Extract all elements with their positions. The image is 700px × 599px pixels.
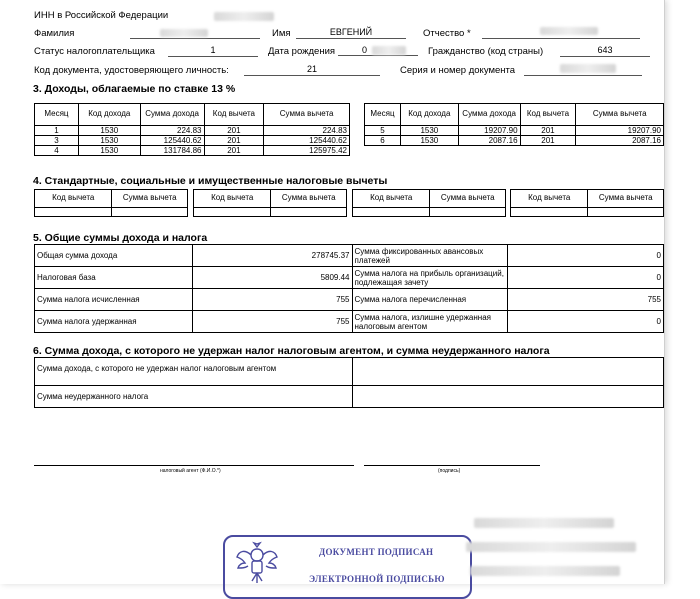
- tax-overwithheld-label: Сумма налога, излишне удержанная налоговым агентом: [352, 311, 508, 333]
- signature-caption: (подпись): [438, 468, 461, 474]
- agent-name-line: [34, 465, 354, 466]
- unwithheld-income-value: [352, 358, 663, 386]
- col-sum: Сумма вычета: [430, 190, 506, 208]
- tax-calculated-value: 755: [192, 289, 352, 311]
- section6-title: 6. Сумма дохода, с которого не удержан налог налоговым агентом, и сумма неудержанного налога: [33, 345, 550, 357]
- table-row: [35, 267, 664, 289]
- redacted-text-1: [474, 518, 614, 528]
- cell: 125440.62: [140, 136, 204, 146]
- table-row: [35, 289, 664, 311]
- table-row: [35, 136, 350, 146]
- name-field: ЕВГЕНИЙ: [296, 27, 406, 39]
- signature-line: [364, 465, 540, 466]
- tax-withheld-value: 755: [192, 311, 352, 333]
- fixed-advance-value: 0: [508, 245, 664, 267]
- cell: [430, 208, 506, 217]
- cell: [271, 208, 347, 217]
- patronymic-value-redacted: [540, 27, 598, 35]
- cell: 1: [35, 126, 79, 136]
- cell: 125975.42: [264, 146, 350, 156]
- deduction-block-2: [193, 189, 347, 217]
- section4-title: 4. Стандартные, социальные и имущественные налоговые вычеты: [33, 175, 388, 187]
- inn-label: ИНН в Российской Федерации: [34, 10, 169, 21]
- doc-code-label: Код документа, удостоверяющего личность:: [34, 65, 229, 76]
- status-field: 1: [168, 45, 258, 57]
- table-row: [35, 386, 664, 408]
- doc-series-label: Серия и номер документа: [400, 65, 516, 76]
- deduction-block-3: [352, 189, 506, 217]
- cell: 1530: [78, 146, 140, 156]
- cell: [588, 208, 664, 217]
- cell: 1530: [400, 136, 458, 146]
- cell: 5: [365, 126, 401, 136]
- col-income-code: Код дохода: [400, 104, 458, 126]
- cell: 224.83: [140, 126, 204, 136]
- unwithheld-tax-label: Сумма неудержанного налога: [35, 386, 353, 408]
- col-income-sum: Сумма дохода: [140, 104, 204, 126]
- cell: 224.83: [264, 126, 350, 136]
- table-row: [35, 358, 664, 386]
- cell: 2087.16: [458, 136, 520, 146]
- income-table-left: [34, 103, 350, 156]
- col-sum: Сумма вычета: [112, 190, 188, 208]
- cell: 1530: [400, 126, 458, 136]
- cell: [511, 208, 588, 217]
- col-deduction-sum: Сумма вычета: [264, 104, 350, 126]
- stamp-line-2: ЭЛЕКТРОННОЙ ПОДПИСЬЮ: [309, 574, 445, 584]
- deduction-block-4: [510, 189, 664, 217]
- col-sum: Сумма вычета: [271, 190, 347, 208]
- table-row: [35, 245, 664, 267]
- section3-title: 3. Доходы, облагаемые по ставке 13 %: [33, 83, 236, 95]
- table-row: [35, 146, 350, 156]
- col-month: Месяц: [35, 104, 79, 126]
- cell: 201: [520, 136, 576, 146]
- tax-calculated-label: Сумма налога исчисленная: [35, 289, 193, 311]
- col-code: Код вычета: [511, 190, 588, 208]
- redacted-text-3: [470, 566, 620, 576]
- unwithheld-income-label: Сумма дохода, с которого не удержан налог налоговым агентом: [35, 358, 353, 386]
- cell: 3: [35, 136, 79, 146]
- table-row: [365, 136, 664, 146]
- income-table-right: [364, 103, 664, 146]
- cell: 2087.16: [576, 136, 664, 146]
- tax-base-value: 5809.44: [192, 267, 352, 289]
- cell: 19207.90: [576, 126, 664, 136]
- cell: 125440.62: [264, 136, 350, 146]
- surname-label: Фамилия: [34, 28, 75, 39]
- col-deduction-sum: Сумма вычета: [576, 104, 664, 126]
- birth-value-redacted: [372, 46, 406, 55]
- deduction-block-1: [34, 189, 188, 217]
- unwithheld-table: [34, 357, 664, 408]
- birth-label: Дата рождения: [268, 46, 336, 57]
- cell: 19207.90: [458, 126, 520, 136]
- col-code: Код вычета: [353, 190, 430, 208]
- citizenship-label: Гражданство (код страны): [428, 46, 544, 57]
- col-deduction-code: Код вычета: [520, 104, 576, 126]
- col-month: Месяц: [365, 104, 401, 126]
- e-signature-stamp: [223, 535, 472, 599]
- col-income-sum: Сумма дохода: [458, 104, 520, 126]
- profit-tax-value: 0: [508, 267, 664, 289]
- section5-title: 5. Общие суммы дохода и налога: [33, 232, 208, 244]
- stamp-line-1: ДОКУМЕНТ ПОДПИСАН: [319, 547, 434, 557]
- cell: 6: [365, 136, 401, 146]
- cell: 201: [204, 136, 264, 146]
- col-income-code: Код дохода: [78, 104, 140, 126]
- cell: 1530: [78, 126, 140, 136]
- doc-series-value-redacted: [560, 64, 616, 73]
- cell: [112, 208, 188, 217]
- cell: 201: [204, 146, 264, 156]
- citizenship-field: 643: [560, 45, 650, 57]
- cell: [35, 208, 112, 217]
- table-row: [35, 126, 350, 136]
- patronymic-label: Отчество *: [423, 28, 471, 39]
- cell: 131784.86: [140, 146, 204, 156]
- col-sum: Сумма вычета: [588, 190, 664, 208]
- doc-code-field: 21: [244, 64, 380, 76]
- inn-value-redacted: [214, 12, 274, 21]
- surname-value-redacted: [160, 29, 208, 37]
- redacted-text-2: [466, 542, 636, 552]
- total-income-label: Общая сумма дохода: [35, 245, 193, 267]
- cell: 4: [35, 146, 79, 156]
- table-row: [35, 311, 664, 333]
- profit-tax-label: Сумма налога на прибыль организаций, подлежащая зачету: [352, 267, 508, 289]
- cell: [194, 208, 271, 217]
- total-income-value: 278745.37: [192, 245, 352, 267]
- birth-field: 0: [338, 45, 418, 56]
- agent-caption: налоговый агент (Ф.И.О.*): [160, 468, 221, 474]
- coat-of-arms-emblem: [235, 541, 279, 589]
- tax-base-label: Налоговая база: [35, 267, 193, 289]
- tax-transferred-value: 755: [508, 289, 664, 311]
- col-code: Код вычета: [194, 190, 271, 208]
- table-row: [365, 126, 664, 136]
- tax-overwithheld-value: 0: [508, 311, 664, 333]
- name-label: Имя: [272, 28, 291, 39]
- col-deduction-code: Код вычета: [204, 104, 264, 126]
- tax-transferred-label: Сумма налога перечисленная: [352, 289, 508, 311]
- tax-withheld-label: Сумма налога удержанная: [35, 311, 193, 333]
- cell: 201: [204, 126, 264, 136]
- totals-table: [34, 244, 664, 333]
- cell: [353, 208, 430, 217]
- status-label: Статус налогоплательщика: [34, 46, 155, 57]
- fixed-advance-label: Сумма фиксированных авансовых платежей: [352, 245, 508, 267]
- unwithheld-tax-value: [352, 386, 663, 408]
- cell: 1530: [78, 136, 140, 146]
- col-code: Код вычета: [35, 190, 112, 208]
- cell: 201: [520, 126, 576, 136]
